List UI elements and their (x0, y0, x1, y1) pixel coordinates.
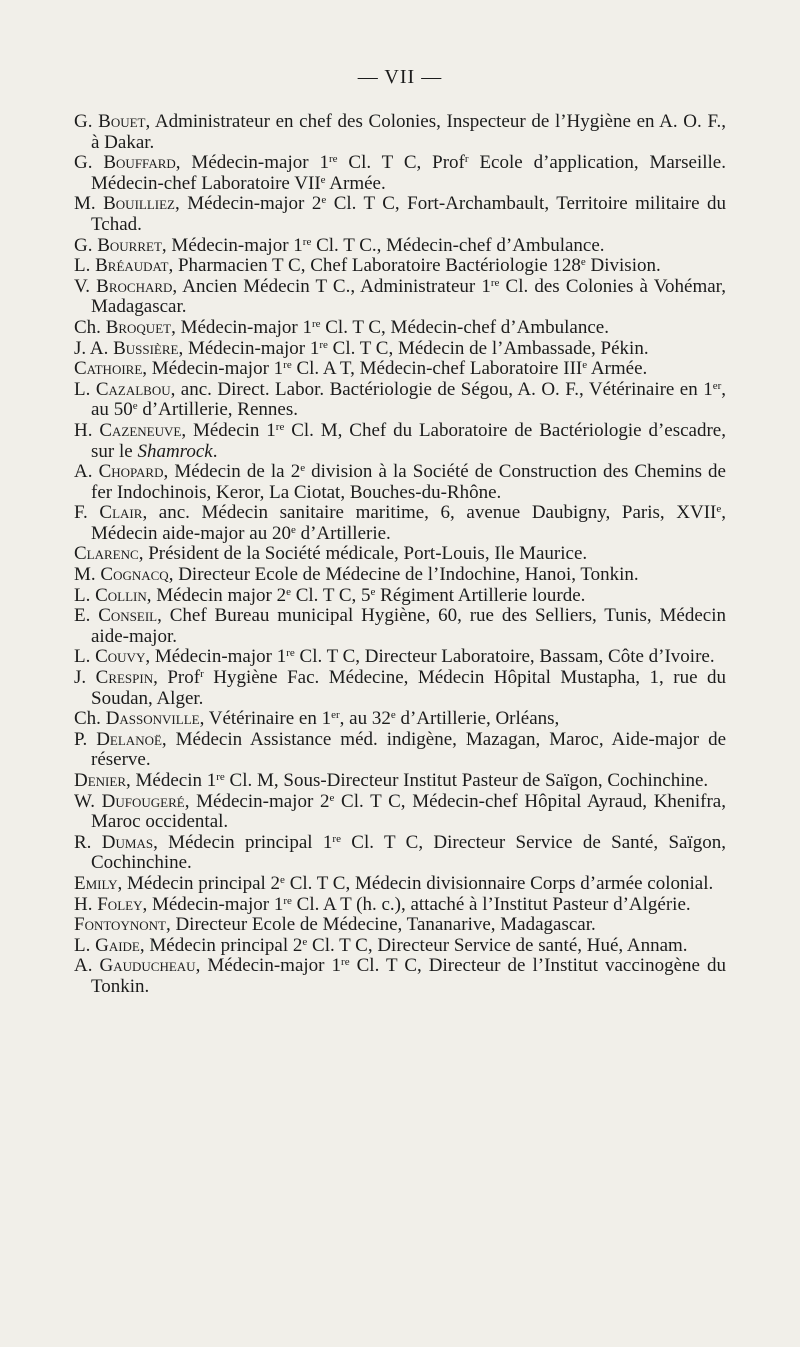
list-item (74, 915, 726, 936)
list-item (74, 318, 726, 339)
entry-name: Bussière (113, 337, 179, 359)
list-item (74, 730, 726, 771)
entry-text: , Médecin principal 1re Cl. T C, Directeur Service de Santé, Saïgon, Cochinchine. (91, 831, 726, 874)
entry-initials: W. (74, 790, 102, 812)
entry-text: , Médecin-major 1re Cl. T C, Médecin-chef d’Ambulance. (171, 316, 609, 338)
entry-text: , Médecin major 2e Cl. T C, 5e Régiment Artillerie lourde. (146, 584, 586, 606)
entry-name: Bréaudat (95, 255, 169, 277)
entry-initials: L. (74, 255, 96, 277)
entry-text: , Médecin-major 1re Cl. T C, Directeur Laboratoire, Bassam, Côte d’Ivoire. (145, 646, 715, 668)
entry-text: , Président de la Société médicale, Port-Louis, Ile Maurice. (138, 543, 588, 565)
entry-initials: M. (74, 564, 101, 586)
entry-text: , Médecin-major 1re Cl. A T (h. c.), attaché à l’Institut Pasteur d’Algérie. (142, 893, 691, 915)
entry-name: Dumas (101, 831, 154, 853)
entry-text: , Médecin-major 1re Cl. T C, Prof$^r$ Ecole d’application, Marseille. Médecin-chef Laboratoire VIIe Armée. (91, 152, 726, 194)
entry-text: , Médecin de la 2e division à la Société de Construction des Chemins de fer Indochinois, Keror, La Ciotat, Bouches-du-Rhône. (91, 461, 726, 503)
list-item (74, 236, 726, 257)
entry-name: Collin (95, 584, 147, 606)
list-item (74, 112, 726, 153)
entry-initials: P. (74, 728, 97, 750)
entry-name: Dassonville (105, 708, 200, 730)
entry-initials: R. (74, 831, 102, 853)
entry-initials: L. (74, 934, 96, 956)
entry-initials: Ch. (74, 708, 106, 730)
entry-name: Chopard (98, 461, 164, 483)
entry-initials: J. A. (74, 337, 114, 359)
entry-name: Cazalbou (95, 378, 171, 400)
list-item (74, 586, 726, 607)
entry-name: Bourret (97, 234, 162, 256)
list-item (74, 421, 726, 462)
entry-name: Foley (97, 893, 143, 915)
entry-name: Conseil (98, 605, 158, 627)
entry-text: , Médecin 1re Cl. M, Sous-Directeur Institut Pasteur de Saïgon, Cochinchine. (126, 770, 709, 791)
entry-initials: L. (74, 584, 96, 606)
entry-text: , Médecin principal 2e Cl. T C, Directeur Service de santé, Hué, Annam. (139, 934, 688, 956)
entry-name: Cognacq (100, 564, 169, 586)
entry-name: Dufougeré (101, 790, 185, 812)
entry-initials: G. (74, 152, 104, 174)
list-item (74, 565, 726, 586)
entry-name: Emily (74, 872, 118, 894)
entry-name: Clarenc (74, 543, 139, 565)
entry-initials: G. (74, 234, 98, 256)
entry-name: Brochard (96, 275, 173, 297)
entry-name: Cazeneuve (99, 419, 182, 441)
entry-name: Couvy (95, 646, 146, 668)
entry-text: , Médecin-major 1re Cl. T C, Directeur de l’Institut vaccinogène du Tonkin. (91, 955, 726, 997)
entry-text: , Directeur Ecole de Médecine de l’Indochine, Hanoi, Tonkin. (168, 564, 639, 586)
entry-initials: E. (74, 605, 99, 627)
list-item (74, 194, 726, 235)
entry-text: , anc. Médecin sanitaire maritime, 6, avenue Daubigny, Paris, XVIIe, Médecin aide-major au 20e d’Artillerie. (91, 502, 727, 544)
list-item (74, 380, 726, 421)
list-item (74, 503, 726, 544)
entry-initials: L. (74, 646, 96, 668)
entry-name: Bouet (98, 111, 146, 132)
entry-text: , Directeur Ecole de Médecine, Tananarive, Madagascar. (165, 914, 596, 936)
entry-initials: A. (74, 955, 100, 977)
entry-initials: L. (74, 378, 96, 400)
list-item (74, 895, 726, 916)
entry-initials: H. (74, 893, 98, 915)
entry-name: Crespin (95, 667, 154, 689)
list-item (74, 771, 726, 792)
entry-name: Clair (99, 502, 143, 524)
entry-post: . (212, 440, 218, 462)
list-item (74, 647, 726, 668)
entry-name: Delanoë (96, 728, 162, 750)
entry-text: , Chef Bureau municipal Hygiène, 60, rue des Selliers, Tunis, Médecin aide-major. (91, 605, 727, 647)
entry-list (74, 112, 726, 998)
entry-text: , Médecin-major 2e Cl. T C, Médecin-chef Hôpital Ayraud, Khenifra, Maroc occidental. (91, 790, 726, 833)
list-item (74, 153, 726, 194)
list-item (74, 956, 726, 997)
entry-text: , Administrateur en chef des Colonies, Inspecteur de l’Hygiène en A. O. F., à Dakar. (91, 111, 726, 153)
list-item (74, 462, 726, 503)
entry-initials: F. (74, 502, 100, 524)
list-item (74, 359, 726, 380)
list-item (74, 936, 726, 957)
entry-name: Broquet (105, 316, 172, 338)
entry-name: Gauducheau (99, 955, 196, 977)
entry-initials: H. (74, 419, 100, 441)
page-number: — VII — (357, 66, 443, 88)
entry-initials: G. (74, 111, 99, 132)
entry-name: Gaide (95, 934, 140, 956)
entry-text: , Médecin principal 2e Cl. T C, Médecin divisionnaire Corps d’armée colonial. (117, 872, 714, 894)
list-item (74, 256, 726, 277)
entry-initials: M. (74, 193, 104, 215)
list-item (74, 544, 726, 565)
entry-text: , Médecin-major 1re Cl. T C, Médecin de l’Ambassade, Pékin. (178, 337, 649, 359)
list-item (74, 339, 726, 360)
list-item (74, 277, 726, 318)
entry-text: , Vétérinaire en 1er, au 32e d’Artillerie, Orléans, (199, 708, 560, 730)
entry-name: Cathoire (74, 358, 143, 380)
entry-text: , Ancien Médecin T C., Administrateur 1re Cl. des Colonies à Vohémar, Madagascar. (91, 275, 726, 318)
entry-text: , Médecin-major 2e Cl. T C, Fort-Archambault, Territoire militaire du Tchad. (91, 193, 726, 235)
entry-text: , Médecin-major 1re Cl. T C., Médecin-chef d’Ambulance. (161, 234, 605, 256)
entry-initials: Ch. (74, 316, 106, 338)
list-item (74, 874, 726, 895)
entry-text: , anc. Direct. Labor. Bactériologie de Ségou, A. O. F., Vétérinaire en 1er, au 50e d’Artillerie, Rennes. (91, 378, 726, 421)
entry-name: Bouffard (103, 152, 176, 174)
entry-initials: V. (74, 275, 97, 297)
entry-text: , Pharmacien T C, Chef Laboratoire Bactériologie 128e Division. (168, 255, 661, 277)
list-item (74, 668, 726, 709)
entry-text: , Médecin 1re Cl. M, Chef du Laboratoire de Bactériologie d’escadre, sur le (91, 419, 726, 462)
entry-name: Fontoynont (74, 914, 166, 936)
list-item (74, 709, 726, 730)
entry-text: , Médecin-major 1re Cl. A T, Médecin-chef Laboratoire IIIe Armée. (142, 358, 648, 380)
list-item (74, 792, 726, 833)
list-item (74, 606, 726, 647)
entry-name: Bouilliez (103, 193, 175, 215)
entry-text: , Médecin Assistance méd. indigène, Mazagan, Maroc, Aide-major de réserve. (91, 728, 727, 771)
entry-italic: Shamrock (137, 440, 213, 462)
entry-text: , Prof$^r$ Hygiène Fac. Médecine, Médecin Hôpital Mustapha, 1, rue du Soudan, Alger. (91, 667, 726, 709)
entry-initials: A. (74, 461, 99, 483)
entry-name: Denier (74, 770, 126, 791)
list-item (74, 833, 726, 874)
entry-initials: J. (74, 667, 96, 689)
